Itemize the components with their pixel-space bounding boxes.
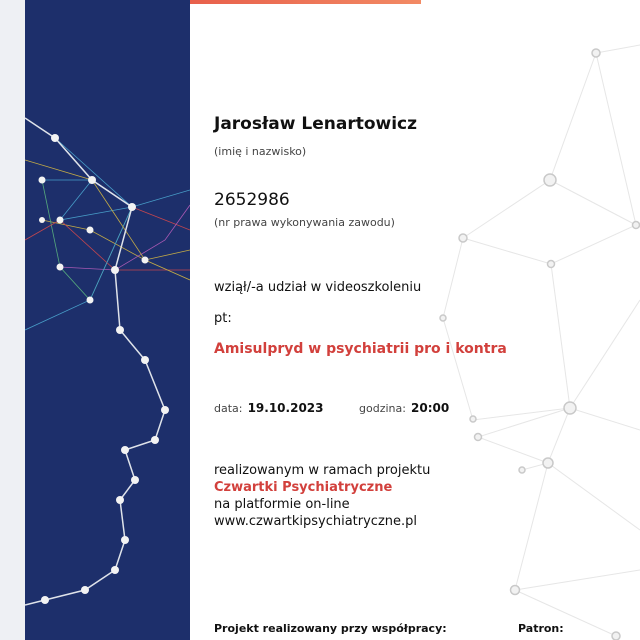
time-value: 20:00 xyxy=(411,401,450,415)
project-line-3: na platformie on-line xyxy=(214,497,350,512)
date-label: data: xyxy=(214,402,243,415)
name-caption: (imię i nazwisko) xyxy=(214,145,307,158)
time-row xyxy=(359,397,449,416)
license-number: 2652986 xyxy=(214,190,290,210)
time-label: godzina: xyxy=(359,402,406,415)
project-name: Czwartki Psychiatryczne xyxy=(214,480,393,495)
course-title: Amisulpryd w psychiatrii pro i kontra xyxy=(214,341,507,357)
license-caption: (nr prawa wykonywania zawodu) xyxy=(214,216,395,229)
date-row xyxy=(214,397,324,416)
project-url: www.czwartkipsychiatryczne.pl xyxy=(214,514,418,529)
pt-label: pt: xyxy=(214,311,232,326)
participation-text: wziął/-a udział w videoszkoleniu xyxy=(214,280,422,295)
patron-label: Patron: xyxy=(518,622,564,635)
cooperation-label: Projekt realizowany przy współpracy: xyxy=(214,622,447,635)
participant-name: Jarosław Lenartowicz xyxy=(214,114,418,134)
date-value: 19.10.2023 xyxy=(247,401,324,415)
project-line-1: realizowanym w ramach projektu xyxy=(214,463,431,478)
